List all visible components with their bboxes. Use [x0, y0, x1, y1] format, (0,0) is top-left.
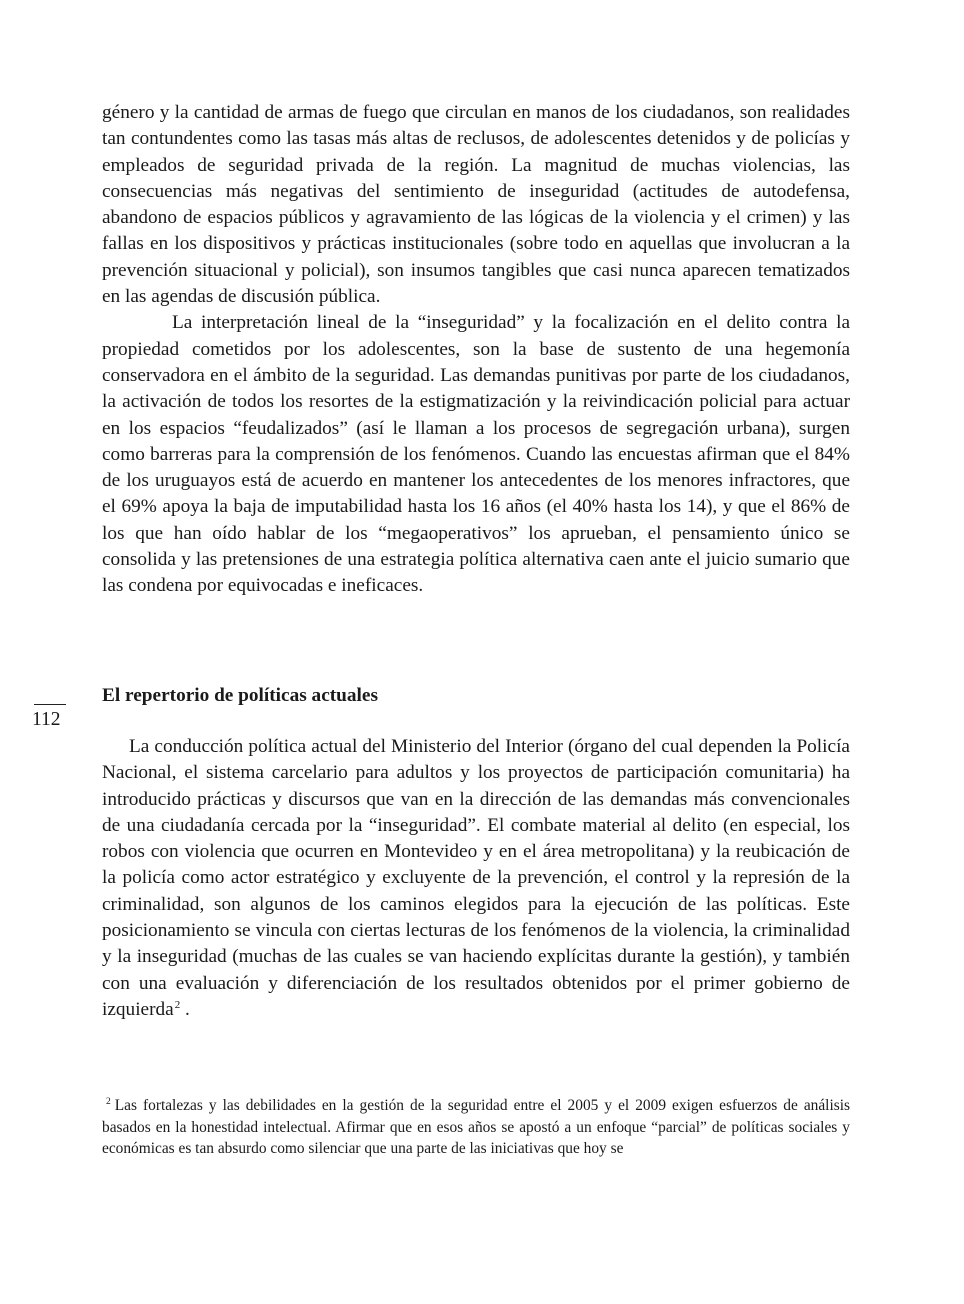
page-number: 112 — [32, 709, 61, 730]
footnote-reference: 2 — [174, 998, 181, 1011]
paragraph-interpretacion: La interpretación lineal de la “inseguridad” y la focalización en el delito contra la propiedad cometidos por los adolescentes, son la base de sustento de una hegemonía conservadora en el ámbito de la seguridad. Las demandas punitivas por parte de los ciudadanos, la activación de todos los resortes de la estigmatización y la reivindicación policial para actuar en los espacios “feudalizados” (así le llaman a los procesos de segregación urbana), surgen como barreras para la comprensión de los fenómenos. Cuando las encuestas afirman que el 84% de los uruguayos está de acuerdo en mantener los antecedentes de los menores infractores, que el 69% apoya la baja de imputabilidad hasta los 16 años (el 40% hasta los 14), y que el 86% de los que han oído hablar de los “megaoperativos” los aprueban, el pensamiento único se consolida y las pretensiones de una estrategia política alternativa caen ante el juicio sumario que las condena por equivocadas e ineficaces. — [102, 312, 850, 597]
footnote-marker: 2 — [106, 1097, 111, 1107]
paragraph-conduccion-end: . — [180, 998, 190, 1020]
page-number-rule — [34, 704, 66, 705]
footnote-2 — [102, 1095, 850, 1160]
body-text-section — [102, 734, 850, 1023]
body-text-top — [102, 100, 850, 600]
paragraph-conduccion — [102, 734, 850, 1023]
footnote-text: Las fortalezas y las debilidades en la gestión de la seguridad entre el 2005 y el 2009 exigen esfuerzos de análisis basados en la honestidad intelectual. Afirmar que en esos años se apostó a un enfoque “parcial” de políticas sociales y económicas es tan absurdo como silenciar que una parte de las iniciativas que hoy se — [102, 1097, 850, 1157]
paragraph-conduccion-text: La conducción política actual del Ministerio del Interior (órgano del cual dependen la Policía Nacional, el sistema carcelario para adultos y los proyectos de participación comunitaria) ha introducido prácticas y discursos que van en la dirección de las demandas más convencionales de una ciudadanía cercada por la “inseguridad”. El combate material al delito (en especial, los robos con violencia que ocurren en Montevideo y en el área metropolitana) y la reubicación de la policía como actor estratégico y excluyente de la prevención, el control y la represión de la criminalidad, son algunos de los caminos elegidos para la ejecución de las políticas. Este posicionamiento se vincula con ciertas lecturas de los fenómenos de la violencia, la criminalidad y la inseguridad (muchas de las cuales se van haciendo explícitas durante la gestión), y también con una evaluación y diferenciación de los resultados obtenidos por el primer gobierno de izquierda — [102, 736, 850, 1020]
paragraph-continued: género y la cantidad de armas de fuego que circulan en manos de los ciudadanos, son realidades tan contundentes como las tasas más altas de reclusos, de adolescentes detenidos y de policías y empleados de seguridad privada de la región. La magnitud de muchas violencias, las consecuencias más negativas del sentimiento de inseguridad (actitudes de autodefensa, abandono de espacios públicos y agravamiento de las lógicas de la violencia y el crimen) y las fallas en los dispositivos y prácticas institucionales (sobre todo en aquellas que involucran a la prevención situacional y policial), son insumos tangibles que casi nunca aparecen tematizados en las agendas de discusión pública. — [102, 102, 850, 308]
footnotes — [102, 1095, 850, 1160]
section-heading: El repertorio de políticas actuales — [102, 685, 378, 706]
